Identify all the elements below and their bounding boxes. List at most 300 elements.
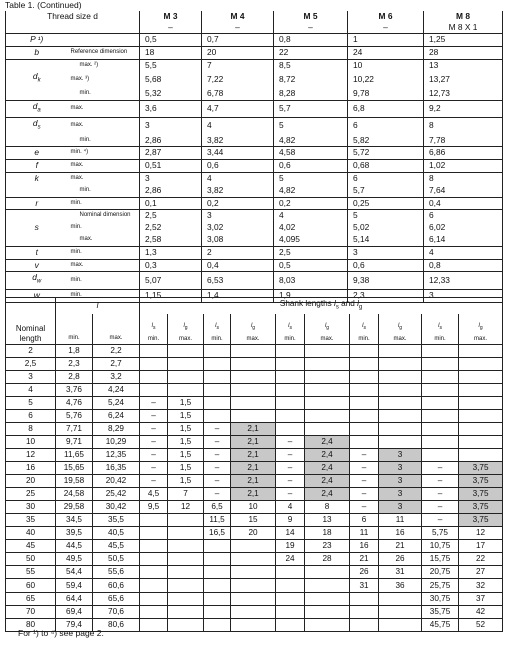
dim-value: 3,82: [202, 135, 274, 147]
length-cell: [379, 618, 422, 631]
length-cell: 12,35: [93, 449, 140, 462]
dim-value: 6: [348, 118, 424, 135]
length-cell: 25: [6, 488, 56, 501]
dim-value: 1,4: [202, 289, 274, 302]
length-cell: 8,29: [93, 422, 140, 435]
length-cell: [204, 540, 231, 553]
length-cell: –: [422, 501, 459, 514]
length-cell: [379, 422, 422, 435]
length-cell: 6,24: [93, 409, 140, 422]
length-cell: 79,4: [56, 618, 93, 631]
length-cell: 13: [305, 514, 350, 527]
dim-value: 2,86: [140, 135, 202, 147]
length-row: [6, 422, 503, 435]
dim-value: 2,52: [140, 222, 202, 234]
length-cell: [168, 566, 204, 579]
dim-value: 5: [348, 210, 424, 222]
thread-size-0: M 3: [140, 11, 202, 22]
length-cell: 3: [6, 370, 56, 383]
nominal-header: [6, 298, 56, 314]
length-cell: [168, 553, 204, 566]
length-cell: [204, 396, 231, 409]
length-cell: [305, 344, 350, 357]
thread-size-2: M 5: [274, 11, 348, 22]
dim-row: [6, 135, 503, 147]
length-cell: [276, 592, 305, 605]
thread-size-1: M 4: [202, 11, 274, 22]
dim-value: 6: [348, 172, 424, 184]
length-cell: 9,71: [56, 435, 93, 448]
length-row: [6, 462, 503, 475]
dim-value: 0,4: [202, 259, 274, 272]
dim-qualifier: max.: [68, 160, 140, 173]
dim-value: 5: [274, 118, 348, 135]
thread-size-4: M 8: [424, 11, 503, 22]
length-cell: 5,76: [56, 409, 93, 422]
length-cell: 5,24: [93, 396, 140, 409]
max-label: max.: [93, 314, 140, 345]
length-cell: 2,3: [56, 357, 93, 370]
length-cell: 3: [379, 475, 422, 488]
length-cell: [276, 579, 305, 592]
length-cell: 24,58: [56, 488, 93, 501]
length-cell: 2,4: [305, 449, 350, 462]
length-cell: [168, 527, 204, 540]
dim-value: 0,25: [348, 197, 424, 210]
length-cell: [422, 344, 459, 357]
length-cell: [231, 370, 276, 383]
length-cell: 5,75: [422, 527, 459, 540]
length-cell: 35,5: [93, 514, 140, 527]
length-cell: 3: [379, 488, 422, 501]
length-cell: 1,5: [168, 409, 204, 422]
length-row: [6, 396, 503, 409]
length-cell: [276, 422, 305, 435]
dim-value: 1,25: [424, 34, 503, 47]
ls-min-header: $l_s$ min.: [140, 314, 168, 345]
dim-qualifier: Nominal dimension: [68, 210, 140, 222]
length-cell: [231, 357, 276, 370]
length-cell: [379, 409, 422, 422]
length-cell: 6: [6, 409, 56, 422]
length-cell: 45,5: [93, 540, 140, 553]
dim-symbol: f: [6, 160, 68, 173]
length-cell: 45,75: [422, 618, 459, 631]
length-cell: [140, 344, 168, 357]
dim-value: 0,6: [274, 160, 348, 173]
length-cell: 25,75: [422, 579, 459, 592]
length-cell: [140, 514, 168, 527]
length-cell: 2,2: [93, 344, 140, 357]
length-cell: [231, 592, 276, 605]
length-cell: [350, 383, 379, 396]
dim-value: 8,72: [274, 71, 348, 87]
length-cell: 1,5: [168, 475, 204, 488]
dim-value: 3: [140, 118, 202, 135]
dim-row: [6, 100, 503, 117]
length-cell: [305, 618, 350, 631]
length-cell: [379, 605, 422, 618]
dim-value: 9,2: [424, 100, 503, 117]
dim-value: 8,03: [274, 272, 348, 289]
length-cell: 3: [379, 501, 422, 514]
length-cell: 52: [459, 618, 503, 631]
length-cell: [459, 409, 503, 422]
length-cell: 40,5: [93, 527, 140, 540]
length-cell: 49,5: [56, 553, 93, 566]
length-cell: [350, 592, 379, 605]
dimension-table: [5, 11, 503, 303]
length-cell: [350, 422, 379, 435]
dim-symbol: $d_w$: [6, 272, 68, 289]
length-cell: –: [204, 422, 231, 435]
length-cell: [231, 605, 276, 618]
length-cell: 11,65: [56, 449, 93, 462]
length-cell: 39,5: [56, 527, 93, 540]
length-cell: 4: [6, 383, 56, 396]
ls-min-header: $l_s$ min.: [276, 314, 305, 345]
dim-qualifier: min. ⁴): [68, 147, 140, 160]
dim-value: 0,68: [348, 160, 424, 173]
dim-row: [6, 71, 503, 87]
length-cell: [422, 435, 459, 448]
dim-value: 1,9: [274, 289, 348, 302]
length-row: [6, 579, 503, 592]
length-cell: [276, 409, 305, 422]
length-cell: [204, 618, 231, 631]
dim-value: 1,02: [424, 160, 503, 173]
lg-max-header: $l_g$ max.: [305, 314, 350, 345]
shank-header: Shank lengths $l_s$ and $l_g$: [140, 298, 503, 314]
length-cell: [204, 409, 231, 422]
length-cell: [168, 605, 204, 618]
length-cell: [231, 409, 276, 422]
length-cell: 2: [6, 344, 56, 357]
length-cell: 30: [6, 501, 56, 514]
length-cell: 2,1: [231, 462, 276, 475]
length-cell: 31: [350, 579, 379, 592]
length-cell: 30,42: [93, 501, 140, 514]
length-cell: 20,75: [422, 566, 459, 579]
length-cell: 2,5: [6, 357, 56, 370]
length-cell: 45: [6, 540, 56, 553]
dim-value: 8: [424, 172, 503, 184]
length-cell: [422, 409, 459, 422]
length-cell: [168, 618, 204, 631]
ls-min-header: $l_s$ min.: [350, 314, 379, 345]
length-cell: [140, 370, 168, 383]
length-cell: [379, 370, 422, 383]
length-cell: [204, 370, 231, 383]
dim-qualifier: max.: [68, 172, 140, 184]
length-row: [6, 553, 503, 566]
length-cell: [140, 605, 168, 618]
length-cell: –: [140, 475, 168, 488]
length-cell: 3,75: [459, 501, 503, 514]
length-cell: [204, 383, 231, 396]
length-cell: –: [204, 462, 231, 475]
length-cell: 24: [276, 553, 305, 566]
dim-qualifier: min.: [68, 88, 140, 100]
length-cell: 28: [305, 553, 350, 566]
length-cell: –: [140, 462, 168, 475]
dim-value: 5: [274, 172, 348, 184]
dim-value: 2,5: [140, 210, 202, 222]
length-cell: [276, 396, 305, 409]
dim-value: 5,5: [140, 59, 202, 71]
length-row: [6, 370, 503, 383]
lg-max-header: $l_g$ max.: [168, 314, 204, 345]
length-cell: 65,6: [93, 592, 140, 605]
ls-min-header: $l_s$ min.: [422, 314, 459, 345]
nominal-length-label: Nominal length: [6, 314, 56, 345]
dim-value: 3: [202, 210, 274, 222]
length-cell: 59,4: [56, 579, 93, 592]
table-caption: Table 1. (Continued): [5, 0, 82, 10]
dim-value: 4: [424, 246, 503, 259]
dim-value: 4,82: [274, 135, 348, 147]
dim-symbol: k: [6, 172, 68, 184]
length-cell: 17: [459, 540, 503, 553]
dim-row: [6, 185, 503, 197]
length-cell: 15: [231, 514, 276, 527]
dim-value: 24: [348, 46, 424, 59]
dim-value: 2,87: [140, 147, 202, 160]
thread-size-3: M 6: [348, 11, 424, 22]
length-cell: [422, 422, 459, 435]
dim-symbol: [6, 234, 68, 246]
length-cell: 26: [379, 553, 422, 566]
length-cell: 69,4: [56, 605, 93, 618]
length-cell: [350, 435, 379, 448]
dim-row: [6, 172, 503, 184]
length-cell: [231, 540, 276, 553]
length-cell: [459, 435, 503, 448]
dim-value: 0,51: [140, 160, 202, 173]
length-cell: –: [350, 501, 379, 514]
length-cell: 8: [305, 501, 350, 514]
dim-value: 3,6: [140, 100, 202, 117]
dim-value: 6,8: [348, 100, 424, 117]
length-cell: [231, 566, 276, 579]
dim-value: 6,53: [202, 272, 274, 289]
length-row: [6, 592, 503, 605]
length-cell: [459, 357, 503, 370]
length-cell: 7,71: [56, 422, 93, 435]
length-cell: 2,1: [231, 449, 276, 462]
dim-value: 10,22: [348, 71, 424, 87]
length-cell: [422, 383, 459, 396]
min-label: min.: [56, 314, 93, 345]
length-cell: 25,42: [93, 488, 140, 501]
length-cell: [204, 592, 231, 605]
dim-symbol: [6, 210, 68, 222]
dim-value: 5,07: [140, 272, 202, 289]
dim-symbol: $d_k$: [6, 71, 68, 87]
dim-row: [6, 222, 503, 234]
length-cell: [305, 579, 350, 592]
length-cell: 44,5: [56, 540, 93, 553]
dim-value: 13,27: [424, 71, 503, 87]
length-cell: –: [204, 475, 231, 488]
length-cell: [305, 605, 350, 618]
length-cell: –: [140, 396, 168, 409]
length-cell: [168, 579, 204, 592]
length-cell: 10,75: [422, 540, 459, 553]
length-cell: –: [276, 475, 305, 488]
thread-sub-0: –: [140, 22, 202, 34]
length-cell: [305, 592, 350, 605]
dim-value: 4,58: [274, 147, 348, 160]
length-cell: 2,1: [231, 488, 276, 501]
length-cell: 22: [459, 553, 503, 566]
length-row: [6, 383, 503, 396]
dim-qualifier: max.: [68, 259, 140, 272]
dim-qualifier: min.: [68, 289, 140, 302]
length-cell: [350, 344, 379, 357]
length-row: [6, 357, 503, 370]
length-cell: [305, 357, 350, 370]
dim-row: [6, 197, 503, 210]
length-cell: 20: [6, 475, 56, 488]
dim-value: 5,82: [348, 135, 424, 147]
length-cell: –: [276, 435, 305, 448]
length-cell: [231, 396, 276, 409]
dim-value: 0,4: [424, 197, 503, 210]
length-row: [6, 344, 503, 357]
length-cell: –: [350, 475, 379, 488]
length-row: [6, 501, 503, 514]
dim-value: 4: [274, 210, 348, 222]
length-cell: –: [350, 488, 379, 501]
length-cell: [305, 370, 350, 383]
length-cell: 3,76: [56, 383, 93, 396]
dim-symbol: v: [6, 259, 68, 272]
length-cell: [231, 344, 276, 357]
length-cell: 2,7: [93, 357, 140, 370]
length-cell: 11,5: [204, 514, 231, 527]
length-cell: [276, 605, 305, 618]
length-cell: 14: [276, 527, 305, 540]
dim-value: 8,28: [274, 88, 348, 100]
dim-value: 5,7: [274, 100, 348, 117]
dim-row: [6, 59, 503, 71]
length-cell: –: [422, 462, 459, 475]
length-row: [6, 488, 503, 501]
length-cell: [379, 383, 422, 396]
dim-value: 0,5: [274, 259, 348, 272]
length-cell: 2,4: [305, 488, 350, 501]
dim-value: 4,82: [274, 185, 348, 197]
length-cell: [350, 605, 379, 618]
length-cell: 9,5: [140, 501, 168, 514]
length-cell: [140, 566, 168, 579]
dim-value: 3,02: [202, 222, 274, 234]
length-cell: [276, 383, 305, 396]
length-cell: [276, 370, 305, 383]
length-row: [6, 449, 503, 462]
length-row: [6, 566, 503, 579]
length-cell: 1,8: [56, 344, 93, 357]
dim-value: 3,44: [202, 147, 274, 160]
length-cell: [379, 592, 422, 605]
length-cell: 23: [305, 540, 350, 553]
length-cell: 16,5: [204, 527, 231, 540]
dim-value: 0,2: [274, 197, 348, 210]
dim-value: 4: [202, 172, 274, 184]
length-cell: 2,4: [305, 435, 350, 448]
dim-value: 7,22: [202, 71, 274, 87]
footnote: For ¹) to ⁴) see page 2.: [18, 628, 104, 638]
dim-symbol: b: [6, 46, 68, 59]
length-cell: 18: [305, 527, 350, 540]
dim-value: 1,3: [140, 246, 202, 259]
length-cell: 37: [459, 592, 503, 605]
dim-value: 22: [274, 46, 348, 59]
dim-value: 3,82: [202, 185, 274, 197]
dim-value: 5,14: [348, 234, 424, 246]
length-cell: [204, 605, 231, 618]
length-row: [6, 514, 503, 527]
length-cell: 3,75: [459, 475, 503, 488]
dim-value: 2,86: [140, 185, 202, 197]
length-cell: 8: [6, 422, 56, 435]
length-cell: [140, 553, 168, 566]
length-cell: 4,5: [140, 488, 168, 501]
length-cell: 12: [459, 527, 503, 540]
dim-value: 6,14: [424, 234, 503, 246]
dim-value: 0,2: [202, 197, 274, 210]
length-cell: 35,75: [422, 605, 459, 618]
dim-row: [6, 160, 503, 173]
length-cell: [422, 449, 459, 462]
dim-qualifier: min.: [68, 185, 140, 197]
dim-row: [6, 46, 503, 59]
lg-max-header: $l_g$ max.: [379, 314, 422, 345]
length-cell: 42: [459, 605, 503, 618]
length-cell: [140, 540, 168, 553]
length-cell: [231, 553, 276, 566]
length-row: [6, 527, 503, 540]
length-row: [6, 540, 503, 553]
length-cell: 2,4: [305, 475, 350, 488]
length-cell: 15,65: [56, 462, 93, 475]
dim-symbol: $d_a$: [6, 100, 68, 117]
dim-value: 7,64: [424, 185, 503, 197]
dim-value: 1: [348, 34, 424, 47]
length-cell: [204, 579, 231, 592]
length-cell: 12: [168, 501, 204, 514]
length-row: [6, 435, 503, 448]
dim-value: 0,5: [140, 34, 202, 47]
length-cell: –: [140, 449, 168, 462]
dim-symbol: [6, 88, 68, 100]
length-cell: 80,6: [93, 618, 140, 631]
length-cell: 31: [379, 566, 422, 579]
dim-qualifier: max.: [68, 234, 140, 246]
length-cell: 2,1: [231, 435, 276, 448]
dim-qualifier: max.: [68, 100, 140, 117]
length-cell: 11: [350, 527, 379, 540]
length-cell: [276, 618, 305, 631]
length-cell: 50,5: [93, 553, 140, 566]
length-cell: –: [140, 422, 168, 435]
dim-value: 3,08: [202, 234, 274, 246]
length-cell: [140, 592, 168, 605]
length-row: [6, 409, 503, 422]
length-cell: 3: [379, 462, 422, 475]
length-cell: –: [204, 435, 231, 448]
